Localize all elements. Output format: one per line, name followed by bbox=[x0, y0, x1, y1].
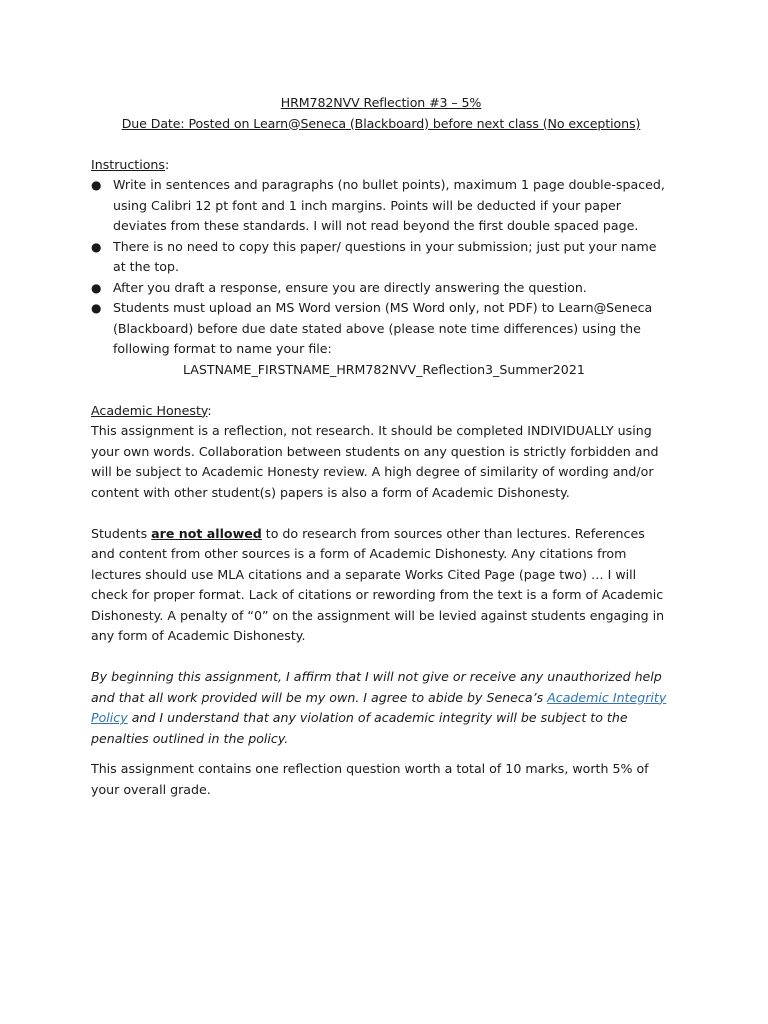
affirmation-text: By beginning this assignment, I affirm that I will not give or receive any unauthorized help and that all work provided will be my own. I agree to abide by Seneca’s bbox=[91, 669, 662, 705]
instructions-heading-colon: : bbox=[164, 156, 170, 172]
document-page bbox=[91, 93, 671, 800]
emphasis-not-allowed: are not allowed bbox=[151, 525, 262, 541]
filename-format: LASTNAME_FIRSTNAME_HRM782NVV_Reflection3_Summer2021 bbox=[183, 361, 585, 377]
instruction-item-upload bbox=[91, 298, 671, 360]
spacer bbox=[91, 503, 671, 524]
instructions-heading bbox=[91, 155, 671, 176]
paragraph-text: to do research from sources other than lectures. References and content from other sources is a form of Academic Dishonesty. Any citations from lectures should use MLA citations and a separate Works Cited Page (page two) … I will check for proper format. Lack of citations or rewording from the text is a form of Academic Dishonesty. A penalty of “0” on the assignment will be levied against students engaging in any form of Academic Dishonesty. bbox=[91, 525, 665, 643]
affirmation-text: and I understand that any violation of academic integrity will be subject to the penalties outlined in the policy. bbox=[91, 710, 628, 746]
academic-honesty-heading bbox=[91, 401, 671, 422]
academic-honesty-heading-text: Academic Honesty bbox=[91, 402, 208, 418]
instruction-item-answer bbox=[91, 278, 671, 299]
bullet-icon: ● bbox=[91, 301, 102, 315]
instruction-text: There is no need to copy this paper/ questions in your submission; just put your name at the top. bbox=[113, 238, 657, 274]
bullet-icon: ● bbox=[91, 280, 102, 295]
spacer bbox=[91, 647, 671, 668]
spacer bbox=[91, 134, 671, 155]
closing-paragraph: This assignment contains one reflection question worth a total of 10 marks, worth 5% of your overall grade. bbox=[91, 761, 649, 797]
affirmation-paragraph bbox=[91, 667, 671, 749]
instruction-item-no-copy bbox=[91, 237, 671, 278]
bullet-icon: ● bbox=[91, 239, 102, 254]
academic-honesty-heading-colon: : bbox=[207, 402, 212, 418]
academic-integrity-policy-link[interactable]: Academic Integrity Policy bbox=[91, 689, 667, 725]
due-date-line: Due Date: Posted on Learn@Seneca (Blackboard) before next class (No exceptions) bbox=[121, 115, 641, 131]
spacer bbox=[91, 380, 671, 401]
document-title: HRM782NVV Reflection #3 – 5% bbox=[280, 95, 482, 110]
academic-honesty-paragraph-1: This assignment is a reflection, not research. It should be completed INDIVIDUALLY using your own words. Collaboration between students on any question is strictly forbidden and will be subject to Academic Honesty review. A high degree of similarity of wording and/or content with other student(s) papers is also a form of Academic Dishonesty. bbox=[91, 423, 659, 500]
bullet-icon: ● bbox=[91, 178, 102, 192]
instruction-text: Students must upload an MS Word version (MS Word only, not PDF) to Learn@Seneca (Blackboard) before due date stated above (please note time differences) using the following format to name your file: bbox=[113, 300, 653, 356]
paragraph-text: Students bbox=[91, 525, 152, 541]
academic-honesty-paragraph-2 bbox=[91, 524, 671, 647]
instruction-item-format bbox=[91, 175, 671, 237]
instructions-heading-text: Instructions bbox=[91, 156, 165, 172]
spacer bbox=[91, 749, 671, 759]
instruction-text: After you draft a response, ensure you are directly answering the question. bbox=[113, 279, 587, 295]
instructions-list bbox=[91, 175, 671, 360]
instruction-text: Write in sentences and paragraphs (no bullet points), maximum 1 page double-spaced, using Calibri 12 pt font and 1 inch margins. Points will be deducted if your paper deviates from these standards. I will not read beyond the first double spaced page. bbox=[113, 177, 665, 233]
